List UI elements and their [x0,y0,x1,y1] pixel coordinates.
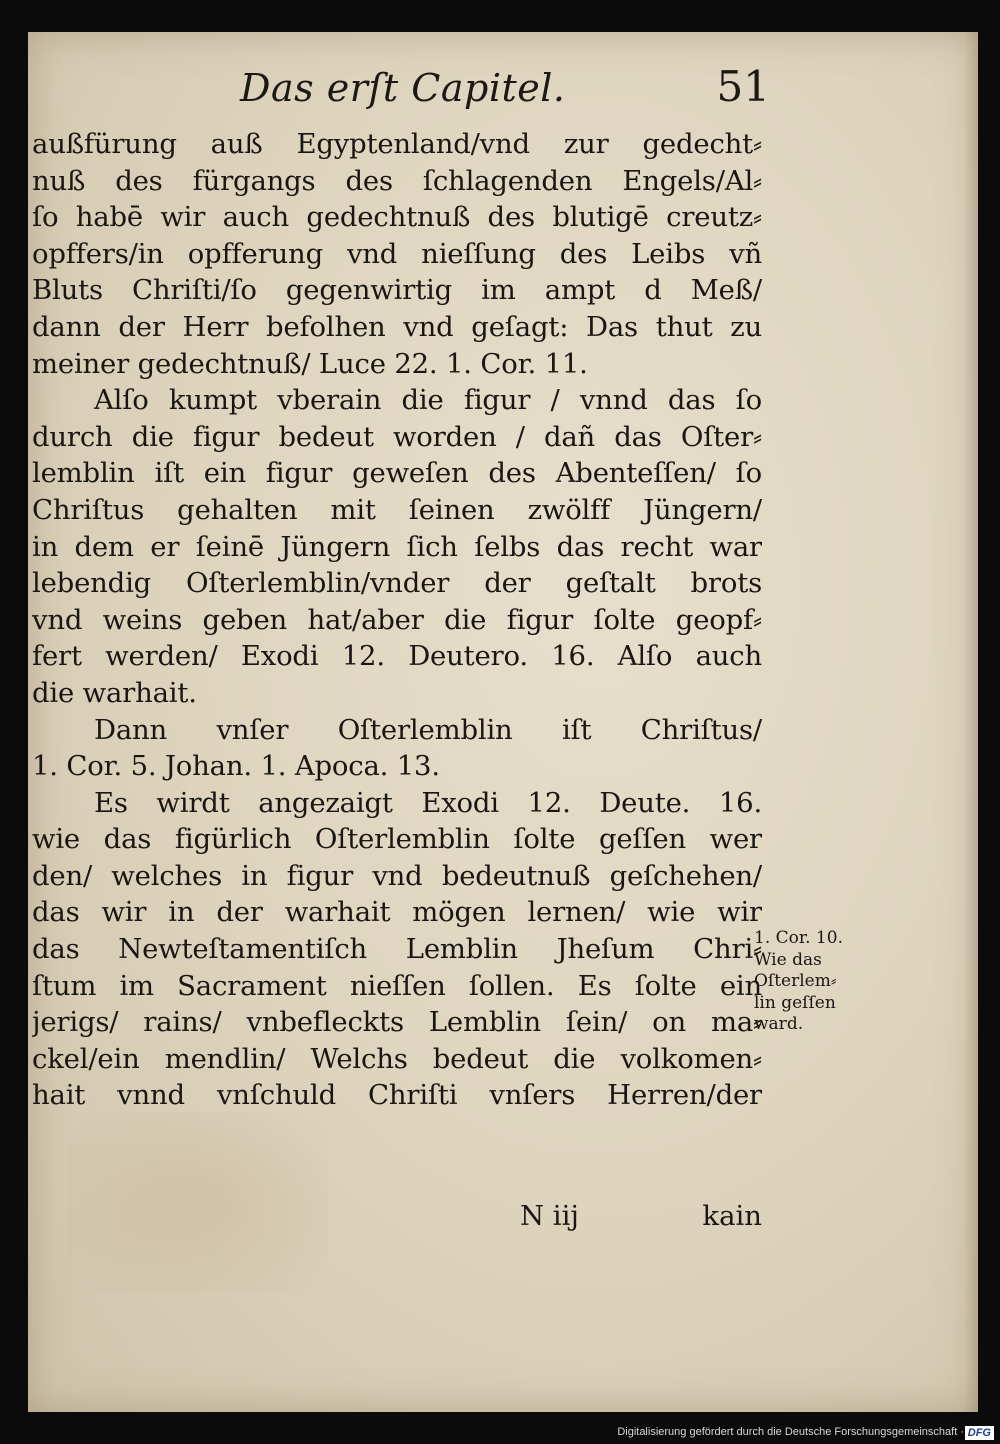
text-line: Alſo kumpt vberain die figur / vnnd das ſo [94,384,762,417]
page-edge-shadow [964,32,978,1412]
text-line: die warhait. [32,676,197,709]
text-line: außfürung auß Egyptenland/vnd zur gedecht⸗ [32,128,762,160]
text-line: ſtum im Sacrament nieſſen ſollen. Es ſolte ein [32,969,762,1002]
page-number: 51 [716,62,770,111]
text-line: 1. Cor. 5. Johan. 1. Apoca. 13. [32,750,440,783]
text-line: das Newteſtamentiſch Lemblin Jheſum Chri⸗ [32,933,762,966]
text-line: Chriſtus gehalten mit ſeinen zwölff Jüngern/ [32,493,762,526]
text-line: meiner gedechtnuß/ Luce 22. 1. Cor. 11. [32,347,588,380]
marginal-note-line: Wie das [754,949,822,970]
text-line: fert werden/ Exodi 12. Deutero. 16. Alſo auch [32,640,762,673]
text-line: opffers/in opfferung vnd nieſſung des Leibs vñ [32,237,762,270]
footer-bar [0,1424,1000,1444]
text-line: das wir in der warhait mögen lernen/ wie wir [32,896,762,929]
text-line: den/ welches in figur vnd bedeutnuß geſchehen/ [32,859,762,892]
text-line: ſo habē wir auch gedechtnuß des blutigē creutz⸗ [32,201,762,234]
text-line: hait vnnd vnſchuld Chriſti vnſers Herren/der [32,1079,762,1112]
running-head: Das erſt Capitel. [240,66,566,110]
marginal-note-line: lin geſſen [754,992,836,1013]
catchword: kain [702,1200,762,1232]
text-line: ckel/ein mendlin/ Welchs bedeut die volkomen⸗ [32,1042,762,1075]
footer-credit: Digitalisierung gefördert durch die Deutsche Forschungsgemeinschaft · [617,1426,964,1438]
text-line: in dem er ſeinē Jüngern ſich ſelbs das recht war [32,530,762,563]
text-line: lemblin iſt ein figur geweſen des Abenteſſen/ ſo [32,457,762,490]
paper-stain [68,1112,328,1292]
text-line: Dann vnſer Oſterlemblin iſt Chriſtus/ [94,713,762,746]
text-line: Bluts Chriſti/ſo gegenwirtig im ampt d Meß/ [32,274,762,307]
marginal-note [754,928,864,1036]
text-line: durch die figur bedeut worden / dañ das Oſter⸗ [32,420,762,453]
body-text [32,126,762,1114]
text-line: jerigs/ rains/ vnbefleckts Lemblin ſein/ on ma⸗ [32,1006,762,1039]
text-line: dann der Herr befolhen vnd geſagt: Das thut zu [32,310,762,343]
dfg-logo: DFG [965,1426,994,1440]
text-line: wie das figürlich Oſterlemblin ſolte geſſen wer [32,823,762,856]
marginal-note-line: 1. Cor. 10. [754,928,843,948]
text-line: vnd weins geben hat/aber die figur ſolte geopf⸗ [32,603,762,636]
marginal-note-line: Oſterlem⸗ [754,971,837,991]
text-line: lebendig Oſterlemblin/vnder der geſtalt brots [32,567,762,600]
page-header [240,62,770,122]
catchword-line [500,1200,762,1236]
text-line: Es wirdt angezaigt Exodi 12. Deute. 16. [94,786,762,819]
text-line: nuß des fürgangs des ſchlagenden Engels/Al⸗ [32,164,762,197]
signature-mark: N iij [520,1200,579,1232]
marginal-note-line: ward. [754,1014,804,1034]
